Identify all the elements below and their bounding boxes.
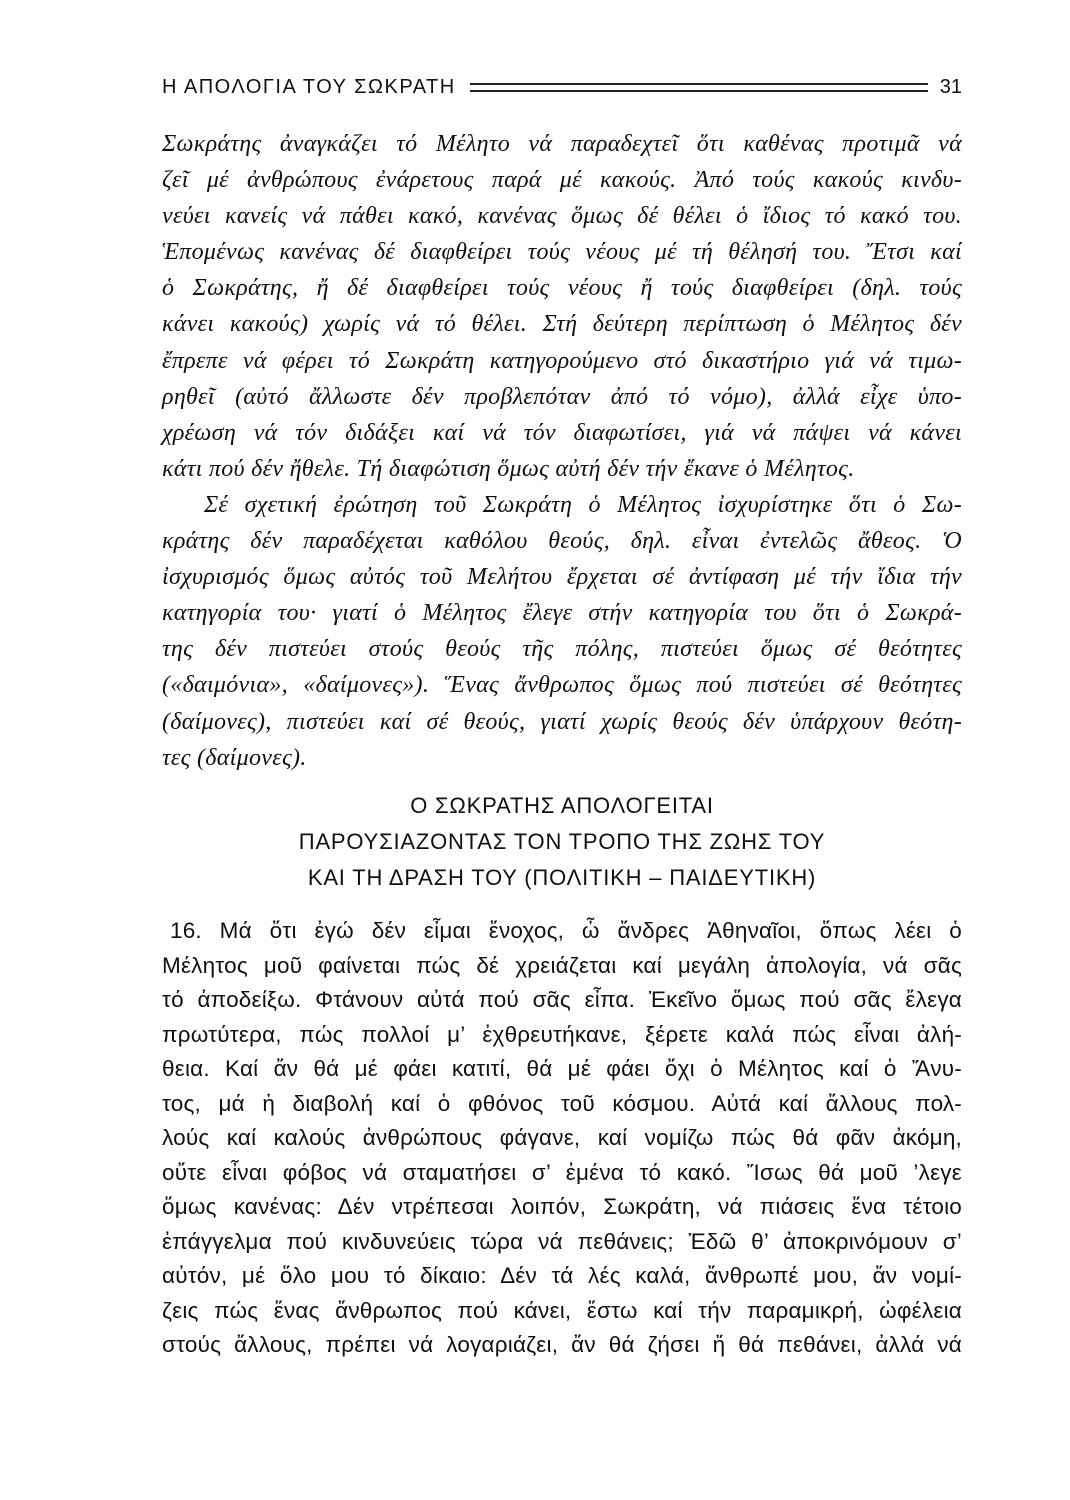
- main-text-line: ἐπάγγελμα πού κινδυνεύεις τώρα νά πεθάνεις; Ἐδῶ θ’ ἀποκρινόμουν σ’: [162, 1228, 962, 1254]
- main-text-line: 16. Μά ὅτι ἐγώ δέν εἶμαι ἔνοχος, ὦ ἄνδρες Ἀθηναῖοι, ὅπως λέει ὁ: [170, 918, 962, 943]
- commentary-line: ζεῖ μέ ἀνθρώπους ἐνάρετους παρά μέ κακούς. Ἀπό τούς κακούς κινδυ-: [162, 167, 962, 194]
- commentary-line: Ἑπομένως κανένας δέ διαφθείρει τούς νέους μέ τή θέλησή του. Ἔτσι καί: [162, 239, 962, 266]
- commentary-line: Σωκράτης ἀναγκάζει τό Μέλητο νά παραδεχτεῖ ὅτι καθένας προτιμᾶ νά: [162, 131, 962, 157]
- section-heading: [162, 788, 962, 896]
- main-text-line: θεια. Καί ἄν θά μέ φάει κατιτί, θά μέ φάει ὄχι ὁ Μέλητος καί ὁ Ἄνυ-: [162, 1056, 962, 1081]
- main-text-line: λούς καί καλούς ἀνθρώπους φάγανε, καί νομίζω πώς θά φᾶν ἀκόμη,: [162, 1125, 962, 1150]
- main-text-line: πρωτύτερα, πώς πολλοί μ’ ἐχθρευτήκανε, ξέρετε καλά πώς εἶναι ἀλή-: [162, 1021, 962, 1047]
- page-number: 31: [939, 75, 962, 98]
- section-heading-line: ΠΑΡΟΥΣΙΑΖΟΝΤΑΣ ΤΟΝ ΤΡΟΠΟ ΤΗΣ ΖΩΗΣ ΤΟΥ: [298, 829, 826, 854]
- main-text-line: τος, μά ἡ διαβολή καί ὁ φθόνος τοῦ κόσμου. Αὐτά καί ἄλλους πολ-: [162, 1090, 962, 1116]
- main-text-line: Μέλητος μοῦ φαίνεται πώς δέ χρειάζεται καί μεγάλη ἀπολογία, νά σᾶς: [162, 952, 962, 978]
- commentary-line: της δέν πιστεύει στούς θεούς τῆς πόλης, πιστεύει ὅμως σέ θεότητες: [162, 636, 962, 663]
- commentary-block: [162, 126, 962, 776]
- section-heading-line: ΚΑΙ ΤΗ ΔΡΑΣΗ ΤΟΥ (ΠΟΛΙΤΙΚΗ – ΠΑΙΔΕΥΤΙΚΗ): [307, 865, 817, 890]
- main-text-block: [162, 914, 962, 1363]
- section-heading-line: Ο ΣΩΚΡΑΤΗΣ ΑΠΟΛΟΓΕΙΤΑΙ: [410, 793, 714, 818]
- commentary-line: κάτι πού δέν ἤθελε. Τή διαφώτιση ὅμως αὐτή δέν τήν ἔκανε ὁ Μέλητος.: [162, 455, 855, 482]
- main-text-line: ζεις πώς ἕνας ἄνθρωπος πού κάνει, ἔστω καί τήν παραμικρή, ὠφέλεια: [162, 1297, 962, 1323]
- commentary-line: νεύει κανείς νά πάθει κακό, κανένας ὅμως δέ θέλει ὁ ἴδιος τό κακό του.: [162, 203, 962, 230]
- commentary-line: («δαιμόνια», «δαίμονες»). Ἕνας ἄνθρωπος ὅμως πού πιστεύει σέ θεότητες: [162, 672, 962, 699]
- commentary-line: (δαίμονες), πιστεύει καί σέ θεούς, γιατί χωρίς θεούς δέν ὑπάρχουν θεότη-: [162, 708, 962, 735]
- main-text-line: τό ἀποδείξω. Φτάνουν αὐτά πού σᾶς εἶπα. Ἐκεῖνο ὅμως πού σᾶς ἔλεγα: [162, 987, 962, 1012]
- running-header: [162, 67, 962, 107]
- commentary-line: Σέ σχετική ἐρώτηση τοῦ Σωκράτη ὁ Μέλητος ἰσχυρίστηκε ὅτι ὁ Σω-: [204, 491, 962, 518]
- commentary-line: ὁ Σωκράτης, ἤ δέ διαφθείρει τούς νέους ἤ τούς διαφθείρει (δηλ. τούς: [162, 275, 962, 302]
- commentary-line: κράτης δέν παραδέχεται καθόλου θεούς, δηλ. εἶναι ἐντελῶς ἄθεος. Ὁ: [162, 528, 962, 555]
- header-double-rule: [470, 83, 928, 92]
- commentary-line: κάνει κακούς) χωρίς νά τό θέλει. Στή δεύτερη περίπτωση ὁ Μέλητος δέν: [162, 311, 962, 338]
- main-text-line: οὔτε εἶναι φόβος νά σταματήσει σ’ ἐμένα τό κακό. Ἴσως θά μοῦ ’λεγε: [162, 1159, 962, 1185]
- commentary-line: ἰσχυρισμός ὅμως αὐτός τοῦ Μελήτου ἔρχεται σέ ἀντίφαση μέ τήν ἴδια τήν: [162, 564, 962, 591]
- commentary-line: τες (δαίμονες).: [162, 744, 307, 771]
- main-text-line: αὐτόν, μέ ὅλο μου τό δίκαιο: Δέν τά λές καλά, ἄνθρωπέ μου, ἄν νομί-: [162, 1263, 962, 1288]
- commentary-line: ρηθεῖ (αὐτό ἄλλωστε δέν προβλεπόταν ἀπό τό νόμο), ἀλλά εἶχε ὑπο-: [162, 383, 962, 410]
- commentary-line: κατηγορία του· γιατί ὁ Μέλητος ἔλεγε στήν κατηγορία του ὅτι ὁ Σωκρά-: [162, 600, 962, 627]
- commentary-line: ἔπρεπε νά φέρει τό Σωκράτη κατηγορούμενο στό δικαστήριο γιά νά τιμω-: [162, 347, 962, 374]
- main-text-line: ὅμως κανένας: Δέν ντρέπεσαι λοιπόν, Σωκράτη, νά πιάσεις ἕνα τέτοιο: [162, 1194, 962, 1219]
- main-text-line: στούς ἄλλους, πρέπει νά λογαριάζει, ἄν θά ζήσει ἤ θά πεθάνει, ἀλλά νά: [162, 1332, 962, 1357]
- running-title: Η ΑΠΟΛΟΓΙΑ ΤΟΥ ΣΩΚΡΑΤΗ: [162, 75, 456, 98]
- commentary-line: χρέωση νά τόν διδάξει καί νά τόν διαφωτίσει, γιά νά πάψει νά κάνει: [162, 419, 962, 446]
